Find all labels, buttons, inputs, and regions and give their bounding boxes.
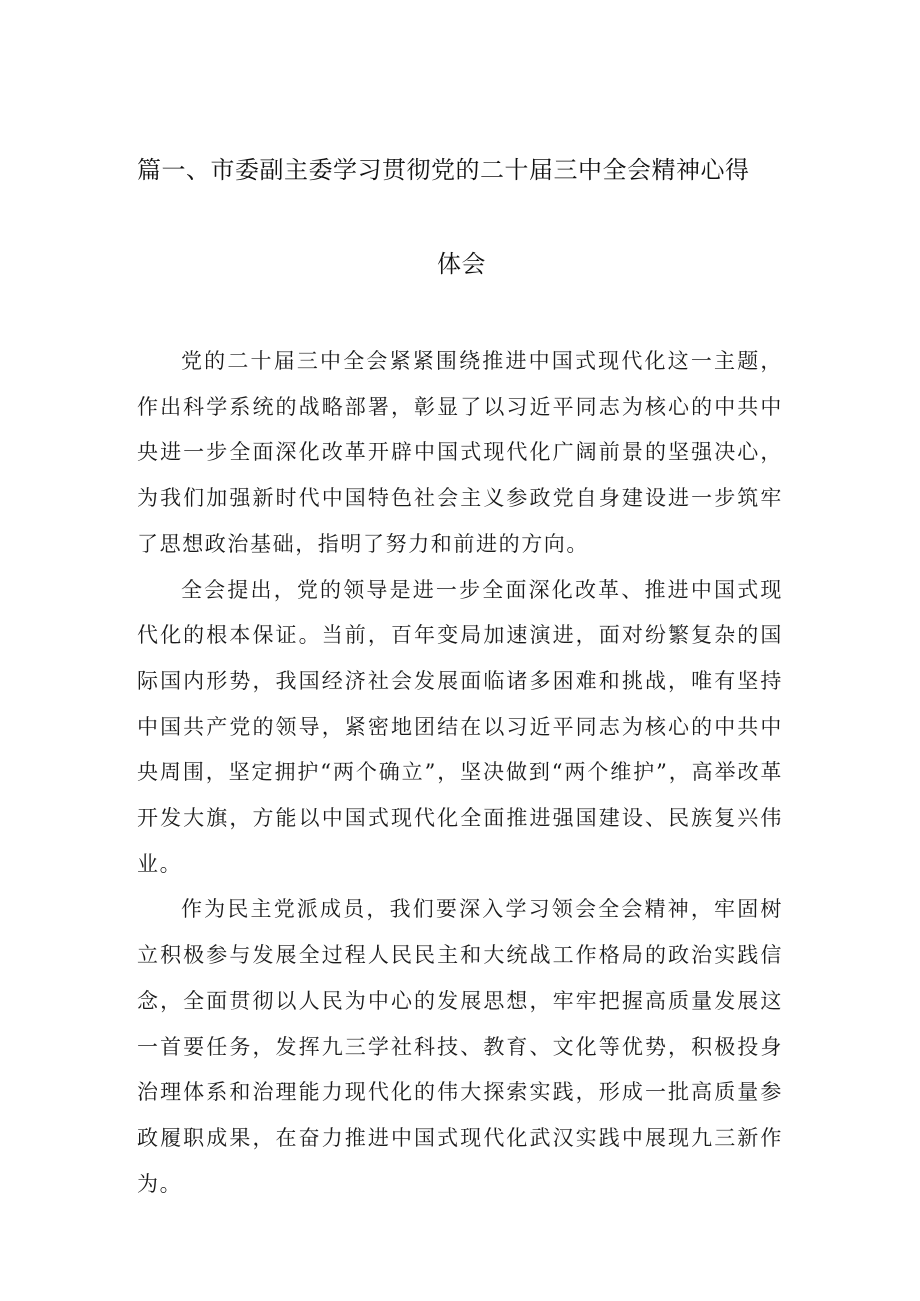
document-title-line-2: 体会 bbox=[437, 250, 486, 278]
paragraph-2: 全会提出，党的领导是进一步全面深化改革、推进中国式现代化的根本保证。当前，百年变局加速演进，面对纷繁复杂的国际国内形势，我国经济社会发展面临诸多困难和挑战，唯有坚持中国共产党的领导，紧密地团结在以习近平同志为核心的中共中央周围，坚定拥护“两个确立”，坚决做到“两个维护”，高举改革开发大旗，方能以中国式现代化全面推进强国建设、民族复兴伟业。 bbox=[137, 577, 783, 876]
document-title-line-1: 篇一、市委副主委学习贯彻党的二十届三中全会精神心得 bbox=[137, 156, 750, 184]
document-body bbox=[137, 339, 783, 1207]
paragraph-3: 作为民主党派成员，我们要深入学习领会全会精神，牢固树立积极参与发展全过程人民民主和大统战工作格局的政治实践信念，全面贯彻以人民为中心的发展思想，牢牢把握高质量发展这一首要任务，发挥九三学社科技、教育、文化等优势，积极投身治理体系和治理能力现代化的伟大探索实践，形成一批高质量参政履职成果，在奋力推进中国式现代化武汉实践中展现九三新作为。 bbox=[137, 897, 783, 1196]
paragraph-1: 党的二十届三中全会紧紧围绕推进中国式现代化这一主题，作出科学系统的战略部署，彰显了以习近平同志为核心的中共中央进一步全面深化改革开辟中国式现代化广阔前景的坚强决心，为我们加强新时代中国特色社会主义参政党自身建设进一步筑牢了思想政治基础，指明了努力和前进的方向。 bbox=[137, 349, 783, 556]
